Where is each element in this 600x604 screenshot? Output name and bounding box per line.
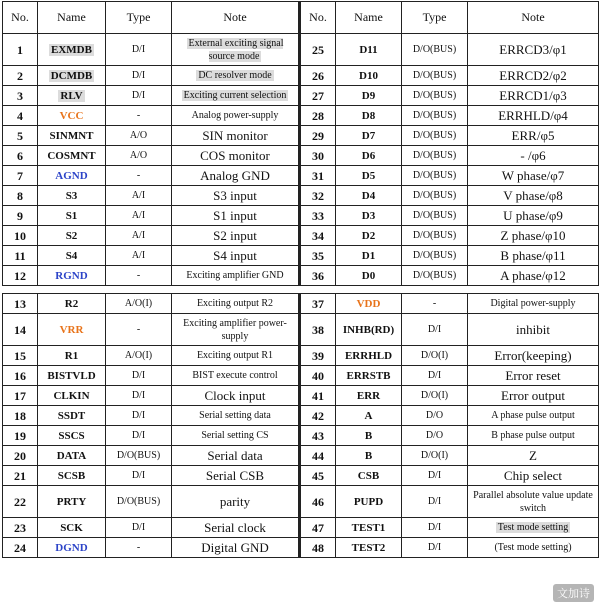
pin-name-right: INHB(RD) (336, 314, 402, 346)
pin-type: - (106, 166, 172, 186)
pin-name-right: D11 (336, 34, 402, 66)
pin-number-right: 39 (300, 346, 336, 366)
pin-name: SCSB (38, 466, 106, 486)
pin-name-right: D1 (336, 246, 402, 266)
pin-number: 8 (3, 186, 38, 206)
header-name-right: Name (336, 2, 402, 34)
header-row (3, 2, 599, 34)
pin-note-right: Chip select (468, 466, 599, 486)
pin-type: D/I (106, 86, 172, 106)
pin-note: Clock input (172, 386, 300, 406)
pin-name-right: TEST1 (336, 518, 402, 538)
header-no: No. (3, 2, 38, 34)
pin-name-right: D0 (336, 266, 402, 286)
pin-note: Serial CSB (172, 466, 300, 486)
pin-type-right: D/O(BUS) (402, 34, 468, 66)
pin-note: Exciting amplifier GND (172, 266, 300, 286)
pin-type-right: D/O(BUS) (402, 246, 468, 266)
pin-note: S2 input (172, 226, 300, 246)
pin-type-right: D/O(BUS) (402, 226, 468, 246)
pin-number-right: 29 (300, 126, 336, 146)
pin-type: D/I (106, 386, 172, 406)
pin-number-right: 47 (300, 518, 336, 538)
pin-type: D/O(BUS) (106, 486, 172, 518)
pin-note-right: inhibit (468, 314, 599, 346)
pin-number: 10 (3, 226, 38, 246)
pin-type: D/I (106, 406, 172, 426)
pin-type-right: D/O(I) (402, 446, 468, 466)
pin-note-right: Error(keeping) (468, 346, 599, 366)
pin-name: CLKIN (38, 386, 106, 406)
pin-type: A/O (106, 126, 172, 146)
table-row (3, 518, 599, 538)
table-row (3, 246, 599, 266)
pin-type: D/I (106, 466, 172, 486)
pin-note-right: Parallel absolute value update switch (468, 486, 599, 518)
pin-note-right: U phase/φ9 (468, 206, 599, 226)
pin-number: 15 (3, 346, 38, 366)
pin-table-sheet (2, 1, 598, 558)
pin-type-right: D/I (402, 366, 468, 386)
pin-type: - (106, 106, 172, 126)
pin-number: 6 (3, 146, 38, 166)
pin-type-right: D/I (402, 466, 468, 486)
pin-type-right: D/O(I) (402, 346, 468, 366)
pin-name-right: D6 (336, 146, 402, 166)
pin-number-right: 40 (300, 366, 336, 386)
header-type-right: Type (402, 2, 468, 34)
pin-note: Exciting amplifier power-supply (172, 314, 300, 346)
pin-name-right: PUPD (336, 486, 402, 518)
pin-type: D/O(BUS) (106, 446, 172, 466)
pin-name-right: B (336, 446, 402, 466)
pin-name: R2 (38, 294, 106, 314)
pin-type: A/I (106, 186, 172, 206)
pin-note-right: Digital power-supply (468, 294, 599, 314)
pin-type-right: D/O(BUS) (402, 126, 468, 146)
table-row (3, 466, 599, 486)
pin-name: VCC (38, 106, 106, 126)
pin-note-right-text: Test mode setting (497, 521, 569, 533)
pin-number-right: 27 (300, 86, 336, 106)
pin-name-right: A (336, 406, 402, 426)
pin-note-text: Exciting current selection (183, 89, 287, 101)
pin-note-right: B phase pulse output (468, 426, 599, 446)
pin-name: PRTY (38, 486, 106, 518)
table-row (3, 366, 599, 386)
table-row (3, 186, 599, 206)
pin-number-right: 48 (300, 538, 336, 558)
pin-number-right: 37 (300, 294, 336, 314)
pin-table (2, 1, 599, 558)
pin-type: A/O(I) (106, 294, 172, 314)
pin-name: RGND (38, 266, 106, 286)
pin-number: 24 (3, 538, 38, 558)
pin-number: 1 (3, 34, 38, 66)
pin-type: D/I (106, 426, 172, 446)
table-row (3, 34, 599, 66)
pin-note: S4 input (172, 246, 300, 266)
table-row (3, 446, 599, 466)
pin-number: 11 (3, 246, 38, 266)
pin-note-right: Error output (468, 386, 599, 406)
table-row (3, 266, 599, 286)
pin-note-right (468, 518, 599, 538)
pin-name: VRR (38, 314, 106, 346)
pin-note-right: B phase/φ11 (468, 246, 599, 266)
pin-number-right: 44 (300, 446, 336, 466)
pin-number-right: 45 (300, 466, 336, 486)
block-separator (3, 286, 599, 294)
pin-name-right: ERR (336, 386, 402, 406)
watermark-badge: 文加诗 (553, 584, 594, 602)
pin-note: Exciting output R2 (172, 294, 300, 314)
pin-number: 16 (3, 366, 38, 386)
pin-note: Serial setting CS (172, 426, 300, 446)
pin-note-right: Error reset (468, 366, 599, 386)
pin-name-right: D3 (336, 206, 402, 226)
pin-number: 17 (3, 386, 38, 406)
pin-number: 13 (3, 294, 38, 314)
pin-note-right: V phase/φ8 (468, 186, 599, 206)
pin-name-right: TEST2 (336, 538, 402, 558)
pin-note: Analog power-supply (172, 106, 300, 126)
pin-number: 9 (3, 206, 38, 226)
pin-type: D/I (106, 366, 172, 386)
pin-note: Serial clock (172, 518, 300, 538)
pin-note: S1 input (172, 206, 300, 226)
pin-number: 22 (3, 486, 38, 518)
pin-note-right: ERRHLD/φ4 (468, 106, 599, 126)
table-row (3, 86, 599, 106)
pin-type: - (106, 266, 172, 286)
pin-note-right: ERRCD1/φ3 (468, 86, 599, 106)
pin-type-right: D/O(BUS) (402, 146, 468, 166)
pin-name: S1 (38, 206, 106, 226)
table-row (3, 538, 599, 558)
separator-cell (3, 286, 599, 294)
pin-note-right: ERRCD2/φ2 (468, 66, 599, 86)
pin-type-right: D/O (402, 426, 468, 446)
pin-name-right: D5 (336, 166, 402, 186)
pin-note-text: DC resolver mode (198, 69, 272, 81)
table-row (3, 386, 599, 406)
pin-name-right: ERRSTB (336, 366, 402, 386)
pin-type: A/O(I) (106, 346, 172, 366)
pin-type-right: - (402, 294, 468, 314)
pin-type-right: D/O(BUS) (402, 166, 468, 186)
pin-name: S3 (38, 186, 106, 206)
header-no-right: No. (300, 2, 336, 34)
table-row (3, 314, 599, 346)
pin-name-right: D7 (336, 126, 402, 146)
pin-note (172, 66, 300, 86)
pin-name: DATA (38, 446, 106, 466)
pin-number-right: 34 (300, 226, 336, 246)
pin-type-right: D/I (402, 314, 468, 346)
table-row (3, 66, 599, 86)
header-note-right: Note (468, 2, 599, 34)
table-row (3, 166, 599, 186)
pin-note (172, 34, 300, 66)
pin-type-right: D/I (402, 538, 468, 558)
pin-name-text: EXMDB (51, 43, 92, 56)
pin-number-right: 41 (300, 386, 336, 406)
pin-note-right: Z phase/φ10 (468, 226, 599, 246)
pin-name-right: D10 (336, 66, 402, 86)
pin-note: COS monitor (172, 146, 300, 166)
pin-type-right: D/O(BUS) (402, 66, 468, 86)
pin-name-right: D4 (336, 186, 402, 206)
pin-type: D/I (106, 518, 172, 538)
pin-note-right: A phase/φ12 (468, 266, 599, 286)
pin-number-right: 46 (300, 486, 336, 518)
header-note: Note (172, 2, 300, 34)
pin-name: COSMNT (38, 146, 106, 166)
pin-number: 14 (3, 314, 38, 346)
pin-type: A/I (106, 226, 172, 246)
pin-type-right: D/O(BUS) (402, 106, 468, 126)
pin-number: 19 (3, 426, 38, 446)
pin-note: BIST execute control (172, 366, 300, 386)
pin-note: Exciting output R1 (172, 346, 300, 366)
pin-number-right: 35 (300, 246, 336, 266)
header-type: Type (106, 2, 172, 34)
pin-type: A/I (106, 246, 172, 266)
table-row (3, 106, 599, 126)
pin-note-right: (Test mode setting) (468, 538, 599, 558)
pin-type: - (106, 538, 172, 558)
pin-number: 23 (3, 518, 38, 538)
pin-name-text: DCMDB (50, 69, 93, 82)
pin-note-right: ERR/φ5 (468, 126, 599, 146)
pin-number-right: 28 (300, 106, 336, 126)
pin-note: S3 input (172, 186, 300, 206)
table-row (3, 406, 599, 426)
pin-number: 5 (3, 126, 38, 146)
table-row (3, 146, 599, 166)
pin-note-right: ERRCD3/φ1 (468, 34, 599, 66)
pin-note: Serial data (172, 446, 300, 466)
pin-number: 18 (3, 406, 38, 426)
pin-note-right: Z (468, 446, 599, 466)
pin-name: DGND (38, 538, 106, 558)
pin-number: 3 (3, 86, 38, 106)
table-row (3, 426, 599, 446)
pin-number-right: 42 (300, 406, 336, 426)
pin-type: A/I (106, 206, 172, 226)
pin-type-right: D/I (402, 486, 468, 518)
pin-name-text: RLV (60, 89, 83, 102)
pin-type-right: D/O(I) (402, 386, 468, 406)
table-row (3, 126, 599, 146)
pin-name: S4 (38, 246, 106, 266)
pin-note: parity (172, 486, 300, 518)
pin-note: Analog GND (172, 166, 300, 186)
pin-name-right: CSB (336, 466, 402, 486)
table-row (3, 226, 599, 246)
pin-note: Digital GND (172, 538, 300, 558)
pin-note (172, 86, 300, 106)
pin-number: 20 (3, 446, 38, 466)
pin-name: S2 (38, 226, 106, 246)
pin-name-right: D8 (336, 106, 402, 126)
pin-name-right: B (336, 426, 402, 446)
pin-type-right: D/O(BUS) (402, 266, 468, 286)
pin-number-right: 31 (300, 166, 336, 186)
pin-name: SSDT (38, 406, 106, 426)
pin-type-right: D/O(BUS) (402, 86, 468, 106)
pin-number-right: 43 (300, 426, 336, 446)
pin-type-right: D/O(BUS) (402, 186, 468, 206)
pin-note-right: - /φ6 (468, 146, 599, 166)
pin-type-right: D/O (402, 406, 468, 426)
pin-number: 4 (3, 106, 38, 126)
pin-number-right: 32 (300, 186, 336, 206)
pin-name: R1 (38, 346, 106, 366)
pin-name: AGND (38, 166, 106, 186)
table-row (3, 206, 599, 226)
pin-number-right: 38 (300, 314, 336, 346)
pin-number: 12 (3, 266, 38, 286)
pin-name: BISTVLD (38, 366, 106, 386)
pin-note: Serial setting data (172, 406, 300, 426)
pin-number-right: 30 (300, 146, 336, 166)
pin-type: D/I (106, 66, 172, 86)
pin-name (38, 34, 106, 66)
pin-name-right: D9 (336, 86, 402, 106)
pin-note: SIN monitor (172, 126, 300, 146)
pin-note-right: A phase pulse output (468, 406, 599, 426)
table-row (3, 294, 599, 314)
table-row (3, 346, 599, 366)
pin-name-right: ERRHLD (336, 346, 402, 366)
pin-type: D/I (106, 34, 172, 66)
pin-type: - (106, 314, 172, 346)
pin-note-right: W phase/φ7 (468, 166, 599, 186)
pin-name-right: D2 (336, 226, 402, 246)
pin-name: SSCS (38, 426, 106, 446)
pin-name (38, 86, 106, 106)
pin-number: 21 (3, 466, 38, 486)
pin-number-right: 26 (300, 66, 336, 86)
pin-number: 2 (3, 66, 38, 86)
table-row (3, 486, 599, 518)
pin-type: A/O (106, 146, 172, 166)
pin-type-right: D/I (402, 518, 468, 538)
pin-name: SINMNT (38, 126, 106, 146)
pin-number: 7 (3, 166, 38, 186)
pin-name (38, 66, 106, 86)
pin-number-right: 25 (300, 34, 336, 66)
pin-name-right: VDD (336, 294, 402, 314)
pin-note-text: External exciting signal source mode (188, 37, 284, 62)
pin-number-right: 36 (300, 266, 336, 286)
pin-number-right: 33 (300, 206, 336, 226)
header-name: Name (38, 2, 106, 34)
pin-name: SCK (38, 518, 106, 538)
pin-type-right: D/O(BUS) (402, 206, 468, 226)
